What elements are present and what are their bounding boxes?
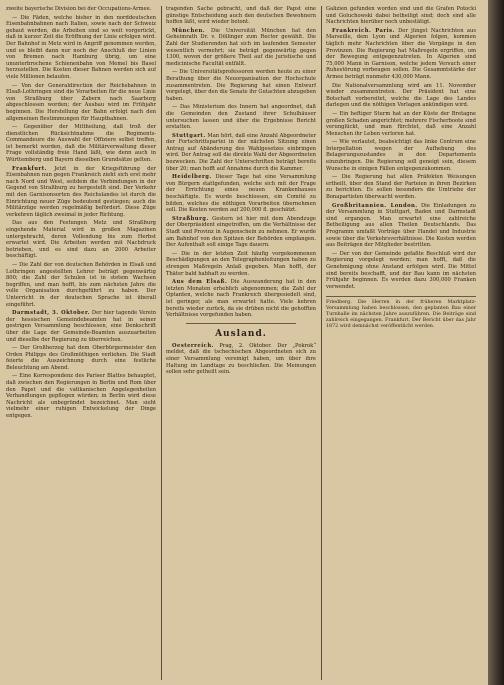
column-1 [6, 6, 156, 682]
dateline: Frankfurt. [12, 165, 47, 172]
article-text: Die Universität München hat den Geheimrath Dr. v. Döllinger zum Rector gewählt. Die Zahl der Studierenden hat sich im laufenden Semester wesentlich vermehrt; sie beträgt gegenwärtig gegen 1300, wovon der größere Theil auf die juristische und medicinische Facultät entfällt. [166, 27, 316, 67]
article-text: — Die in der letzten Zeit häufig vorgekommenen Beschädigungen an den Telegraphenleitungen haben zu strengen Maßregeln Anlaß gegeben. Man hofft, der Thäter bald habhaft zu werden. [166, 250, 316, 277]
column-rule [321, 6, 322, 680]
article-text: — Der von der Gemeinde gefaßte Beschluß wird der Regierung vorgelegt werden; man hofft, daß die Genehmigung ohne Anstand erfolgen wird. Die Mittel sind bereits beschafft, und der Bau kann im nächsten Frühjahr beginnen. Es werden dazu 300,000 Franken verwendet. [326, 250, 476, 290]
article-text: — Das Ministerium des Innern hat angeordnet, daß die Gemeinden den Zustand ihrer Schulhäuser untersuchen lassen und über die Ergebnisse Bericht erstatten. [166, 104, 316, 131]
notice-text: Friedberg. Die Herren in der früheren Marktplatz-Versammlung haben beschlossen, den geplanten Bau einer Turnhalle im nächsten Jahre auszuführen. Die Beiträge sind zahlreich eingegangen. Frankfurt. Der Bericht über das Jahr 1872 wird demnächst veröffentlicht werden. [326, 300, 476, 330]
article-text: — Ein heftiger Sturm hat an der Küste der Bretagne großen Schaden angerichtet; mehrere Fischerboote sind verunglückt, und man fürchtet, daß eine Anzahl Menschen ihr Leben verloren hat. [326, 110, 476, 137]
article-text: — Eine Korrespondenz des Pariser Blattes behauptet, daß zwischen den Regierungen in Berlin und Rom über den Papst und die vatikanischen Angelegenheiten Verhandlungen gepflogen würden; in Berlin wird diese Nachricht als unbegründet bezeichnet. Man sieht vielmehr einer ruhigen Entwickelung der Dinge entgegen. [6, 373, 156, 420]
article-text: Dieser Tage hat eine Versammlung von Bürgern stattgefunden, welche sich mit der Frage der Errichtung eines neuen Krankenhauses beschäftigte. Es wurde beschlossen, ein Comité zu bilden, welches die nöthigen Vorarbeiten übernehmen soll. Die Kosten werden auf 200,000 fl. geschätzt. [166, 174, 316, 214]
article-text: Der hier tagende Verein der hessischen Gemeindebeamten hat in seiner gestrigen Versammlung beschlossen, eine Denkschrift über die Lage der Gemeinde-Beamten auszuarbeiten und dieselbe der Regierung zu überreichen. [6, 310, 156, 343]
article-text: Der jüngst Nachrichten aus Marseille, dem Lyon und Algerien folgen, kommen täglich mehr Nachrichten über die Vorgänge in den Provinzen. Die Regierung hat Maßregeln ergriffen, um der Bewegung entgegenzutreten. In Algerien sind 75,000 Mann in Garnison, welche jedem Versuch einer Ruhestörung vorbeugen sollen. Die Gesammtstärke der Armee beträgt nunmehr 430,000 Mann. [326, 27, 476, 80]
article-text: — Wie verlautet, beabsichtigt das linke Centrum eine Interpellation wegen der Aufhebung des Belagerungszustandes in den Departements einzubringen. Die Regierung soll geneigt sein, diesem Wunsche in einigen Fällen entgegenzukommen. [326, 139, 476, 172]
dateline: Stuttgart. [172, 132, 206, 139]
dateline: Darmstadt, 3. Oktober. [12, 310, 91, 317]
article-text: Die Auswanderung hat in den letzten Monaten erheblich abgenommen; die Zahl der Optanten, welche nach Frankreich übergesiedelt sind, ist geringer, als man erwartet hatte. Viele kehren bereits wieder zurück, da sie drüben nicht die gehofften Verhältnisse vorgefunden haben. [166, 279, 316, 319]
article-text: Gestern ist hier mit dem Abendzuge der Oberpräsident eingetroffen, um die Verhältnisse der Stadt und Provinz in Augenschein zu nehmen. Er wurde am Bahnhof von den Spitzen der Behörden empfangen. Der Aufenthalt soll einige Tage dauern. [166, 215, 316, 249]
section-heading: Ausland. [215, 328, 267, 339]
article-text: Jetzt in der Kriegsführung der Eisenbahnen nun gegen Frankreich zieht sich erst mehr nach Nord und West, seitdem die Verbindungen in der Gegend von Straßburg zu hergestellt sind. Der Verkehr mit den Garnisonsorten des Reichslandes ist durch die Einrichtung neuer Züge bedeutend gestiegen; auch die Militärzüge werden regelmäßig befördert. Diese Züge verkehren täglich zweimal in jeder Richtung. [6, 165, 156, 218]
article-text: zweite bayerische Division bei der Occupations-Armee. [6, 6, 152, 12]
article-text: Die Einladungen zu der Versammlung in Stuttgart, Baden und Darmstadt sind ergangen. Man erwartet eine zahlreiche Betheiligung aus allen Theilen Deutschlands. Das Programm umfaßt Vorträge über Handel und Industrie sowie über die Verkehrsverhältnisse. Die Kosten werden aus Beiträgen der Mitglieder bestritten. [326, 202, 476, 249]
article-text: — Die Fäden, welche bisher in den norddeutschen Eisenbahnbahnen nach Italien, sowie nach der Schweiz gebaut werden, die Arbeiten sind so weit vorgerückt, daß in kurzer Zeit die Eröffnung der Linie erfolgen wird. Der Bahnhof in Metz wird in Angriff genommen werden, und es bleibt dann nur noch der Anschluß der Linien von Bremen nach Hamburg übrig, um eine ununterbrochene Schienenbahn von Memel bis Basel herzustellen. Die Kosten dieser Bahnen werden sich auf viele Millionen belaufen. [6, 14, 156, 80]
dateline: Heidelberg. [172, 174, 212, 181]
dateline: Straßburg. [172, 215, 209, 222]
article-text: — Die Universitätsprofessoren werden heute zu einer Berathung über die Neuorganisation der Hochschule zusammentreten. Die Regierung hat einen Entwurf vorgelegt, über den die Senate ihr Gutachten abzugeben haben. [166, 69, 316, 102]
dateline: Großbritannien. London. [332, 202, 418, 209]
column-rule [161, 6, 162, 680]
section-divider [186, 323, 296, 324]
article-text: Die Nationalversammlung wird am 11. November wieder zusammentreten. Der Präsident hat eine Botschaft vorbereitet, welche die Lage des Landes darlegen und die nöthigen Vorlagen ankündigen wird. [326, 82, 476, 109]
article-text: — Die Zahl der von deutschen Behörden in Elsaß und Lothringen angestellten Lehrer beträgt gegenwärtig 800; die Zahl der Schulen ist in stetem Wachsen begriffen, und man hofft, bis zum nächsten Jahre die volle Organisation durchgeführt zu haben. Der Unterricht in der deutschen Sprache ist überall eingeführt. [6, 261, 156, 308]
column-3 [326, 6, 476, 682]
article-text: Prag, 2. Oktober. Der „Pokrok“ meldet, daß die tschechischen Abgeordneten sich zu einer Versammlung vereinigt haben, um über ihre Haltung im Landtage zu beschließen. Die Meinungen sollen sehr getheilt sein. [166, 342, 316, 376]
dateline: Oesterreich. [172, 342, 214, 349]
book-spine [488, 0, 504, 685]
article-text: — Der Großherzog hat dem Oberbürgermeister den Orden Philipps des Großmüthigen verliehen. Die Stadt feierte die Auszeichnung durch eine festliche Beleuchtung am Abend. [6, 345, 156, 371]
article-text: Man hört, daß eine Anzahl Abgeordneter der Fortschrittspartei in der nächsten Sitzung einen Antrag auf Abänderung des Wahlgesetzes einbringen wird. Der Antrag soll die direkte Wahl der Abgeordneten bezwecken. Die Zahl der Unterschriften beträgt bereits über 20; man hofft auf Annahme durch die Kammer. [166, 132, 316, 172]
article-text: tragenden Sache gebracht, und daß der Papst eine günstige Entscheidung auch den deutschen Bewohnern hoffen läßt, wird wieder betont. [166, 6, 316, 26]
article-text: Galizien gefunden worden sind und die Grafen Potocki und Goluchowski dabei betheiligt sind; doch sind alle Nachrichten hierüber noch unbestätigt. [326, 6, 476, 26]
article-text: — Die Regierung hat allen Präfekten Weisungen ertheilt, über den Stand der Parteien in ihren Bezirken zu berichten. Es sollen besonders die Umtriebe der Bonapartisten überwacht werden. [326, 174, 476, 201]
article-text: — Gegenüber der Mittheilung, daß troß der dienstlichen Rücksichtnahme die Regiments-Commandeure die Auswahl der Offiziere selbst treffen, ist bemerkt worden, daß die Militärverwaltung dieser Frage vollständig freie Hand läßt, wie denn auch in Württemberg und Bayern dieselben Grundsätze gelten. [6, 124, 156, 164]
dateline: München. [172, 27, 206, 34]
article-text: Das aus den Festungen Metz und Straßburg eingehende Material wird in großen Magazinen untergebracht, deren Vollendung bis zum Herbst erwartet wird. Die Arbeiten werden mit Nachdruck betrieben, und es sind dazu an 2000 Arbeiter beschäftigt. [6, 220, 156, 260]
column-2 [166, 6, 316, 682]
article-text: — Von der Generaldirection der Reichsbahnen in Elsaß-Lothringen sind die Vorarbeiten für die neue Linie von Straßburg über Zabern nach Saarburg abgeschlossen worden; der Ausbau wird im Frühjahr beginnen. Die Herstellung der Bahn erfolgt nach den allgemeinen Bestimmungen für Hauptbahnen. [6, 82, 156, 122]
dateline: Aus dem Elsaß. [172, 279, 228, 286]
dateline: Frankreich. Paris. [332, 27, 395, 34]
notice-box [326, 296, 476, 330]
